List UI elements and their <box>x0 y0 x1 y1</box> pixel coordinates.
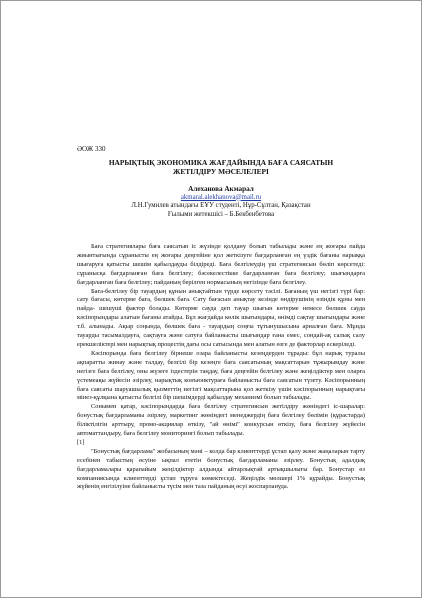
author-affiliation: Л.Н.Гумилев атындағы ЕҰУ студенті, Нұр-Сұлтан, Қазақстан <box>131 202 311 210</box>
udc-code: ӘОЖ 330 <box>77 145 106 153</box>
article-body <box>77 243 365 492</box>
article-title-line-1: НАРЫҚТЫҚ ЭКОНОМИКА ЖАҒДАЙЫНДА БАҒА САЯСАТЫН <box>108 158 334 167</box>
author-block <box>77 185 365 219</box>
reference-marker: [1] <box>77 438 85 446</box>
body-paragraph: "Бонустық бағдарлама" жобасының мәні – колда бар клиенттерді ұстап қалу және жаңаларын тарту есебінен табыстың өсуіне ықпал ететін бонустық бағдарламаны әзірлеу. Бонустық адалдық бағдарламалары қарапайым жеңілдіктер алдында айтарлықтай артықшылығы бар. Бонустар өз компаниясында клиенттерді ұстап тұруға көмектеседі. Жеңілдік мөлшері 1% құрайды. Бонустық жүйенің енгізілуіне байланысты түсім мен таза пайданың өсуі жоспарлануда. <box>77 447 365 491</box>
body-paragraph: Кәсіпорында баға белгілеу бірнеше озара байланысты кезеңдерден тұрады: бұл нарық туралы ақпаратты жинау және талдау, белгілі бір кезеңге баға саясатының мақсаттарын тұжырымдау және негізге баға белгілеу, оны жүзеге іздестерін таңдау, баға деңгейін белгілеу және жеңілдіктер мен оларға үстемеақы жүйесін әзірлеу, нарықтық конъюнктураға байланысты баға саясатын түзету. Кәсіпорынның баға саясаты шаруашылық қызметтің негізгі мақсаттарына қол жеткізу үшін кәсіпорынның нарықтағы мінез-құлқына қатысты белгілі бір шешімдерді қабылдау механизмі болып табылады. <box>77 349 365 402</box>
body-paragraph: Сонымен қатар, кәсіпорындарда баға белгілеу стратегиясын жетілдіру жөніндегі іс-шаралар: бонустық бағдарламаны әзірлеу, маркетинг жөніндегі менеджердің баға белгілеу бөлімін (құрастарда) біліктілігін арттыру, промо-акциялар өткізу, "ай өнімі" конкурсын өткізу, баға белгілеу жүйесін автоматтандыру, баға белгілеу мониторингі болып табылады. <box>77 403 365 438</box>
author-email-link[interactable]: akmaral.alekhanova@mail.ru <box>180 193 262 201</box>
scientific-advisor: Ғылыми жетекшісі – Б.Бекбенбетова <box>167 210 275 218</box>
article-title <box>77 158 365 176</box>
body-paragraph: Баға стратегиялары баға саясатын іс жүзінде қолдану болып табылады және ең жоғары пайда жиынтығында сұранысты ең жоғары деңгейіне қол жеткізуге бағдарланған ең үздік бағаны нарыққа шығаруға қатысты шешім қабылдауды білдіреді. Баға белгілеудің үш стратегиясын бөліп көрсетеді: сұранысқа бағдарланған баға белгілеу; бәсекелестікке бағдарланған баға белгілеу; шығындарға бағдарланған баға белгілеу; пайданың берілген нормасының негізінде баға белгілеу. <box>77 243 365 286</box>
article-title-line-2: ЖЕТІЛДІРУ МӘСЕЛЕЛЕРІ <box>173 167 269 176</box>
author-name: Алеханова Акмарал <box>188 185 254 193</box>
body-paragraph: Баға-белгілеу бір тауардың құнын анықтайтын түрде көрсету тәсілі. Бағаның үш негізгі түрі бар: сату бағасы, көтерме баға, бөлшек баға. Сату бағасын анықтау кезінде өндірушінің өзіндік құны мен пайда- шешуші фактор болады. Көтерме сауда деп тауар шығын көтерме немесе бөлшек сауда кәсіпорындары алатын бағаны атайды. Бұл жағдайда көлік шығындары, өнімді сақтау шығындары және т.б. алынады. Ақыр соңында, бөлшек баға - тауардың соңғы тұтынушысына арналған баға. Мұнда тауарды тасымалдауға, сақтауға және сатуға байланысты шығындар ғана емес, сондай-ақ салық салу ерекшеліктері мен нарықтық процестің дағы осы сатысында мен алатын өзге де факторлар ескеріледі. <box>77 287 365 348</box>
